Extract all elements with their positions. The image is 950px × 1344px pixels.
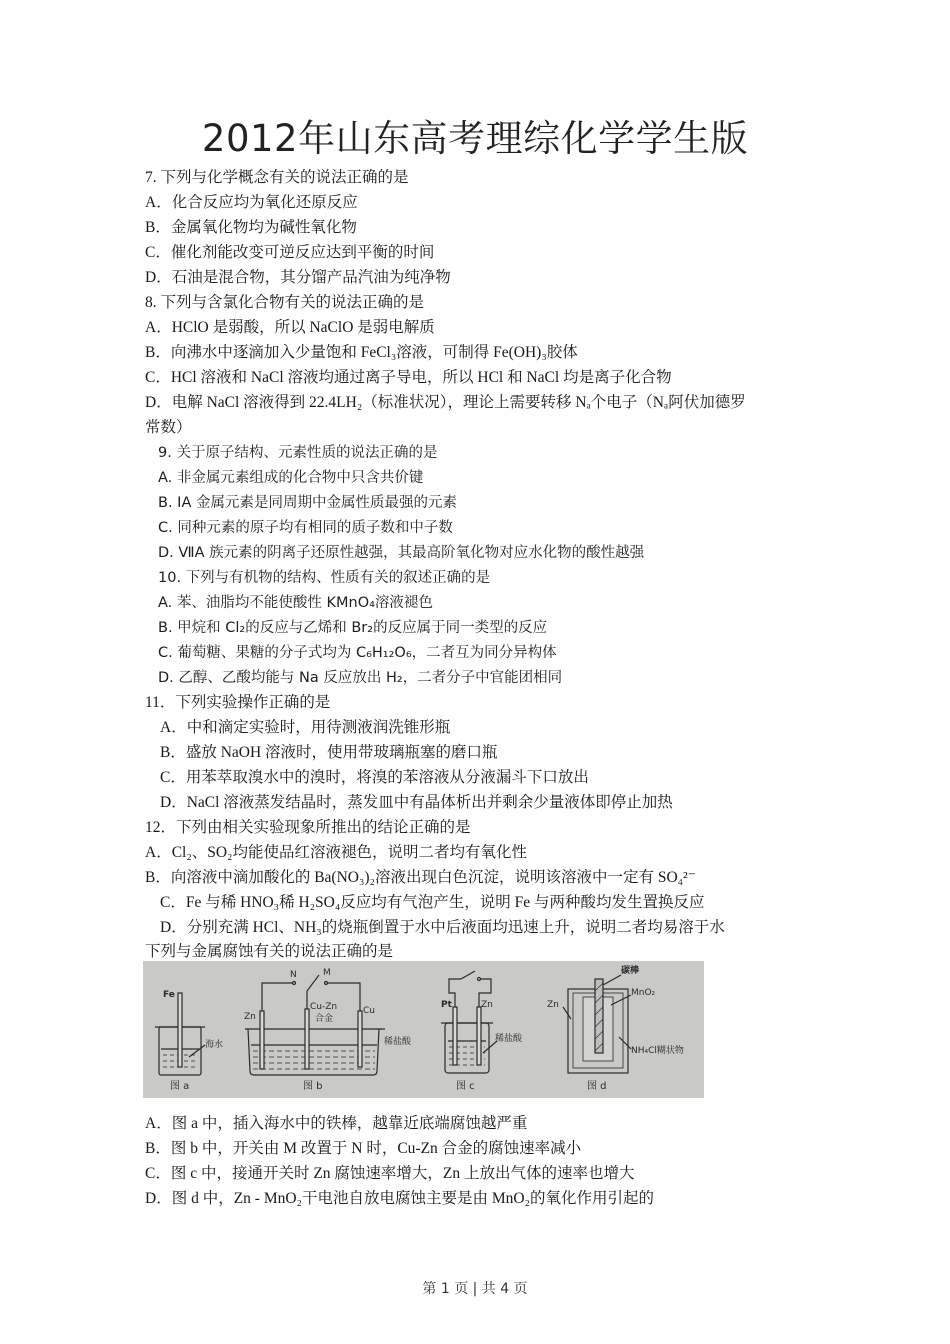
figure-panel-c — [441, 971, 523, 1092]
question-13-option-a: A．图 a 中，插入海水中的铁棒，越靠近底端腐蚀越严重 — [145, 1115, 528, 1132]
current-page-number: 1 — [440, 1281, 450, 1297]
question-11-option-b: B．盛放 NaOH 溶液时，使用带玻璃瓶塞的磨口瓶 — [160, 744, 498, 761]
question-9-option-a: A. 非金属元素组成的化合物中只含共价键 — [158, 470, 424, 486]
svg-text:图 c: 图 c — [456, 1081, 475, 1092]
svg-text:MnO₂: MnO₂ — [631, 988, 656, 998]
svg-text:Zn: Zn — [547, 1000, 559, 1010]
svg-text:Fe: Fe — [163, 990, 175, 1000]
question-13-option-d: D．图 d 中，Zn - MnO₂干电池自放电腐蚀主要是由 MnO₂的氧化作用引起的 — [145, 1190, 654, 1207]
corrosion-figure — [143, 961, 704, 1098]
question-10-option-b: B. 甲烷和 Cl₂的反应与乙烯和 Br₂的反应属于同一类型的反应 — [158, 620, 548, 636]
page-footer — [0, 1278, 950, 1298]
svg-text:Cu-Zn: Cu-Zn — [310, 1002, 338, 1012]
question-7-stem: 7. 下列与化学概念有关的说法正确的是 — [145, 169, 409, 186]
question-7-option-c: C．催化剂能改变可逆反应达到平衡的时间 — [145, 244, 435, 261]
svg-text:NH₄Cl糊状物: NH₄Cl糊状物 — [631, 1046, 684, 1056]
question-10-option-a: A. 苯、油脂均不能使酸性 KMnO₄溶液褪色 — [158, 595, 433, 611]
svg-text:图 a: 图 a — [170, 1081, 190, 1092]
question-8-option-b: B．向沸水中逐滴加入少量饱和 FeCl₃溶液，可制得 Fe(OH)₃胶体 — [145, 344, 578, 361]
question-8-stem: 8. 下列与含氯化合物有关的说法正确的是 — [145, 294, 425, 311]
svg-text:Zn: Zn — [481, 1000, 493, 1010]
svg-text:合金: 合金 — [315, 1014, 334, 1024]
question-10-stem: 10. 下列与有机物的结构、性质有关的叙述正确的是 — [158, 570, 491, 586]
question-11-stem: 11．下列实验操作正确的是 — [145, 694, 331, 711]
question-11-option-c: C．用苯萃取溴水中的溴时，将溴的苯溶液从分液漏斗下口放出 — [160, 769, 589, 786]
figure-panel-a — [155, 990, 223, 1092]
svg-text:N: N — [290, 970, 297, 980]
svg-text:海水: 海水 — [205, 1040, 224, 1050]
question-8-option-c: C．HCl 溶液和 NaCl 溶液均通过离子导电，所以 HCl 和 NaCl 均是离子化合物 — [145, 369, 672, 386]
svg-text:Pt: Pt — [441, 1000, 452, 1010]
question-13-option-c: C．图 c 中，接通开关时 Zn 腐蚀速率增大，Zn 上放出气体的速率也增大 — [145, 1165, 635, 1182]
question-12-option-c: C．Fe 与稀 HNO₃稀 H₂SO₄反应均有气泡产生，说明 Fe 与两种酸均发生置换反应 — [160, 894, 705, 911]
question-10-option-d: D. 乙醇、乙酸均能与 Na 反应放出 H₂，二者分子中官能团相同 — [158, 670, 563, 686]
question-10-option-c: C. 葡萄糖、果糖的分子式均为 C₆H₁₂O₆，二者互为同分异构体 — [158, 645, 557, 661]
document-title: 2012年山东高考理综化学学生版 — [201, 117, 749, 160]
svg-text:图 b: 图 b — [303, 1081, 323, 1092]
question-7-option-a: A．化合反应均为氧化还原反应 — [145, 194, 358, 211]
question-9-option-b: B. ⅠA 金属元素是同周期中金属性质最强的元素 — [158, 495, 457, 511]
question-8-option-d-continued: 常数） — [145, 419, 192, 436]
question-13-option-b: B．图 b 中，开关由 M 改置于 N 时，Cu-Zn 合金的腐蚀速率减小 — [145, 1140, 582, 1157]
question-8-option-d: D．电解 NaCl 溶液得到 22.4LH₂（标准状况），理论上需要转移 Nₐ个电子（Nₐ阿伏加德罗 — [145, 394, 746, 411]
question-12-option-a: A．Cl₂、SO₂均能使品红溶液褪色，说明二者均有氧化性 — [145, 844, 527, 861]
page-label-mid: 页 | 共 — [454, 1281, 496, 1297]
question-9-option-c: C. 同种元素的原子均有相同的质子数和中子数 — [158, 520, 453, 536]
svg-text:稀盐酸: 稀盐酸 — [495, 1034, 523, 1044]
figure-panel-b — [244, 968, 412, 1092]
question-7-option-b: B．金属氧化物均为碱性氧化物 — [145, 219, 357, 236]
question-11-option-d: D．NaCl 溶液蒸发结晶时，蒸发皿中有晶体析出并剩余少量液体即停止加热 — [160, 794, 673, 811]
svg-text:稀盐酸: 稀盐酸 — [384, 1037, 412, 1047]
svg-text:Cu: Cu — [363, 1006, 375, 1016]
question-13-stem: 下列与金属腐蚀有关的说法正确的是 — [145, 943, 394, 960]
question-9-option-d: D. ⅦA 族元素的阴离子还原性越强，其最高阶氧化物对应水化物的酸性越强 — [158, 545, 645, 561]
svg-text:Zn: Zn — [244, 1012, 256, 1022]
question-12-option-b: B．向溶液中滴加酸化的 Ba(NO₃)₂溶液出现白色沉淀，说明该溶液中一定有 SO₄²⁻ — [145, 869, 696, 886]
svg-text:碳棒: 碳棒 — [621, 966, 640, 976]
page-label-suffix: 页 — [513, 1281, 528, 1297]
question-7-option-d: D．石油是混合物，其分馏产品汽油为纯净物 — [145, 269, 451, 286]
question-12-option-d: D．分别充满 HCl、NH₃的烧瓶倒置于水中后液面均迅速上升，说明二者均易溶于水 — [160, 919, 725, 936]
question-9-stem: 9. 关于原子结构、元素性质的说法正确的是 — [158, 445, 438, 461]
total-page-number: 4 — [500, 1281, 510, 1297]
page-label-prefix: 第 — [422, 1281, 437, 1297]
question-11-option-a: A．中和滴定实验时，用待测液润洗锥形瓶 — [160, 719, 451, 736]
question-12-stem: 12．下列由相关实验现象所推出的结论正确的是 — [145, 819, 471, 836]
svg-text:M: M — [323, 968, 331, 978]
figure-panel-d — [547, 964, 684, 1092]
question-8-option-a: A．HClO 是弱酸，所以 NaClO 是弱电解质 — [145, 319, 435, 336]
svg-text:图 d: 图 d — [587, 1081, 607, 1092]
